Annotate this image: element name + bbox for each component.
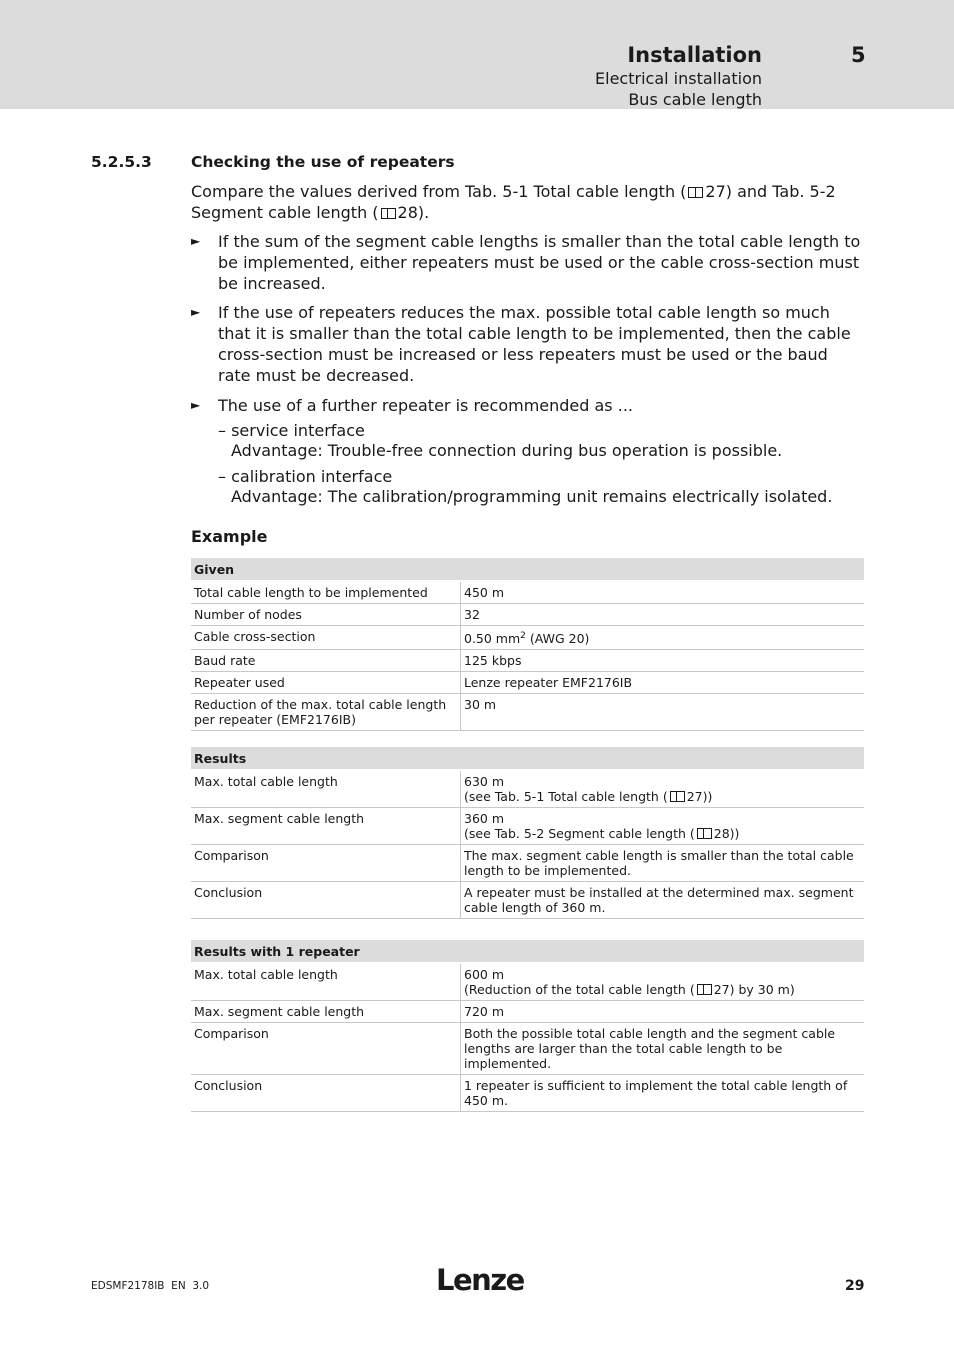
table-row xyxy=(191,770,864,808)
row-label: Conclusion xyxy=(191,1075,461,1112)
example-heading: Example xyxy=(191,527,268,546)
table-heading: Results with 1 repeater xyxy=(191,940,864,963)
value-text: 630 m xyxy=(464,774,505,789)
intro-paragraph xyxy=(191,181,864,223)
given-table xyxy=(191,558,864,731)
book-icon xyxy=(670,791,685,802)
value-reference xyxy=(464,982,861,997)
sub-item-label: – calibration interface xyxy=(218,467,393,486)
header-subtitle-2: Bus cable length xyxy=(628,90,762,109)
row-label: Total cable length to be implemented xyxy=(191,581,461,604)
value-superscript: 2 xyxy=(520,631,526,641)
intro-text-3: 28). xyxy=(397,203,430,222)
ref-text: (see Tab. 5-1 Total cable length ( xyxy=(464,789,668,804)
page-number: 29 xyxy=(845,1278,865,1294)
row-label: Baud rate xyxy=(191,650,461,672)
row-label: Reduction of the max. total cable length per repeater (EMF2176IB) xyxy=(191,694,461,731)
row-label: Max. total cable length xyxy=(191,770,461,808)
table-row xyxy=(191,1075,864,1112)
bullet-item xyxy=(191,231,864,294)
chapter-number: 5 xyxy=(851,43,866,67)
table-row xyxy=(191,845,864,882)
row-value: 450 m xyxy=(461,581,865,604)
row-label: Conclusion xyxy=(191,882,461,919)
bullet-arrow-icon: ► xyxy=(191,234,201,248)
row-value: 30 m xyxy=(461,694,865,731)
value-reference xyxy=(464,826,861,841)
results-with-repeater-table xyxy=(191,940,864,1112)
ref-text: (Reduction of the total cable length ( xyxy=(464,982,695,997)
header-subtitle-1: Electrical installation xyxy=(595,69,762,88)
table-row xyxy=(191,882,864,919)
table-row xyxy=(191,694,864,731)
chapter-title: Installation xyxy=(627,43,762,67)
row-value xyxy=(461,963,865,1001)
table-row xyxy=(191,963,864,1001)
bullet-item xyxy=(191,302,864,386)
row-label: Comparison xyxy=(191,845,461,882)
row-value: 32 xyxy=(461,604,865,626)
ref-text: (see Tab. 5-2 Segment cable length ( xyxy=(464,826,695,841)
value-text: (AWG 20) xyxy=(525,631,590,647)
table-row xyxy=(191,1001,864,1023)
sub-item-detail: Advantage: Trouble-free connection during bus operation is possible. xyxy=(231,441,783,460)
row-value: The max. segment cable length is smaller than the total cable length to be implemented. xyxy=(461,845,865,882)
results-table xyxy=(191,747,864,919)
row-label: Cable cross-section xyxy=(191,626,461,650)
bullet-text: If the use of repeaters reduces the max. possible total cable length so much that it is smaller than the total cable length to be implemented, then the cable cross-section must be increased or less repeaters must be used or the baud rate must be decreased. xyxy=(218,303,851,385)
ref-text: 27) by 30 m) xyxy=(713,982,795,997)
row-value: Lenze repeater EMF2176IB xyxy=(461,672,865,694)
table-row xyxy=(191,672,864,694)
value-reference xyxy=(464,789,861,804)
row-value: 125 kbps xyxy=(461,650,865,672)
ref-text: 27)) xyxy=(686,789,713,804)
row-label: Max. segment cable length xyxy=(191,1001,461,1023)
row-value xyxy=(461,626,865,650)
bullet-item xyxy=(191,395,864,416)
bullet-arrow-icon: ► xyxy=(191,398,201,412)
value-text: 600 m xyxy=(464,967,505,982)
sub-item-calibration-interface xyxy=(218,467,858,507)
row-value: Both the possible total cable length and the segment cable lengths are larger than the total cable length to be implemented. xyxy=(461,1023,865,1075)
lenze-logo: Lenze xyxy=(436,1263,524,1297)
sub-item-detail: Advantage: The calibration/programming unit remains electrically isolated. xyxy=(231,487,833,506)
table-row xyxy=(191,808,864,845)
ref-text: 28)) xyxy=(713,826,740,841)
intro-text-2: 27) and Tab. 5-2 Segment cable length ( xyxy=(191,182,836,222)
row-label: Number of nodes xyxy=(191,604,461,626)
page-header-band xyxy=(0,0,954,109)
table-row xyxy=(191,650,864,672)
table-row xyxy=(191,604,864,626)
bullet-text: The use of a further repeater is recommended as ... xyxy=(218,396,633,415)
bullet-arrow-icon: ► xyxy=(191,305,201,319)
row-value: 720 m xyxy=(461,1001,865,1023)
table-row xyxy=(191,581,864,604)
sub-item-service-interface xyxy=(218,421,858,461)
table-heading: Given xyxy=(191,558,864,581)
intro-text-1: Compare the values derived from Tab. 5-1 Total cable length ( xyxy=(191,182,687,201)
row-label: Max. total cable length xyxy=(191,963,461,1001)
book-icon xyxy=(688,187,703,198)
value-text: 0.50 mm xyxy=(464,631,521,647)
row-label: Repeater used xyxy=(191,672,461,694)
table-row xyxy=(191,1023,864,1075)
row-label: Max. segment cable length xyxy=(191,808,461,845)
value-text: 360 m xyxy=(464,811,505,826)
sub-item-label: – service interface xyxy=(218,421,365,440)
section-title: Checking the use of repeaters xyxy=(191,153,455,171)
bullet-text: If the sum of the segment cable lengths is smaller than the total cable length to be implemented, either repeaters must be used or the cable cross-section must be increased. xyxy=(218,232,861,293)
book-icon xyxy=(697,984,712,995)
row-value: 1 repeater is sufficient to implement the total cable length of 450 m. xyxy=(461,1075,865,1112)
table-heading: Results xyxy=(191,747,864,770)
row-label: Comparison xyxy=(191,1023,461,1075)
book-icon xyxy=(697,828,712,839)
book-icon xyxy=(381,208,396,219)
table-row xyxy=(191,626,864,650)
row-value xyxy=(461,770,865,808)
row-value xyxy=(461,808,865,845)
section-number: 5.2.5.3 xyxy=(91,153,152,171)
document-id: EDSMF2178IB EN 3.0 xyxy=(91,1280,210,1292)
row-value: A repeater must be installed at the determined max. segment cable length of 360 m. xyxy=(461,882,865,919)
